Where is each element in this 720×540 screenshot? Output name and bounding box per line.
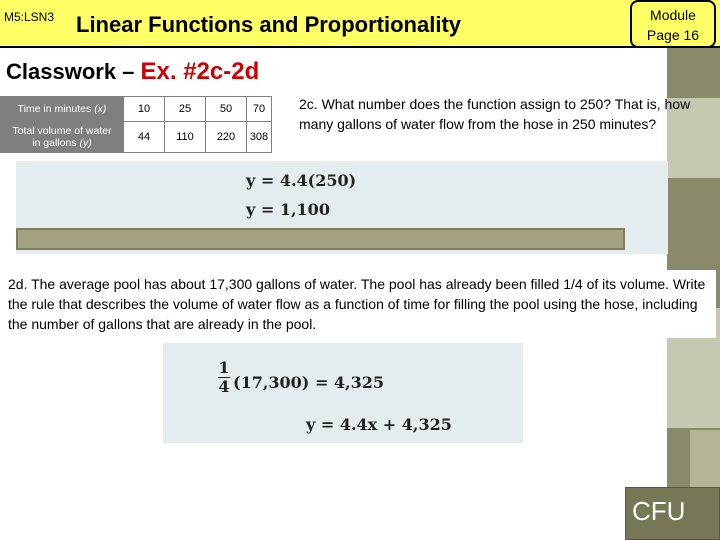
table-cell: 220 (206, 122, 247, 153)
table-cell: 25 (165, 97, 206, 122)
table-cell: 308 (247, 122, 272, 153)
data-table (0, 96, 272, 153)
module-label: Module (650, 7, 696, 23)
answer-highlight-bar (16, 228, 625, 250)
lesson-code: M5:LSN3 (4, 10, 55, 24)
equation: y = 4.4(250) (246, 171, 357, 190)
section-prefix: Classwork – (6, 59, 141, 84)
fraction-numerator: 1 (218, 358, 230, 377)
question-2d: 2d. The average pool has about 17,300 gallons of water. The pool has already been filled 1/4 of its volume. Write the rule that describes the volume of water flow as a function of time for filling the pool using the hose, including the number of gallons that are already in the pool. (4, 270, 716, 338)
answer-panel-2d (163, 343, 523, 443)
table-cell: 70 (247, 97, 272, 122)
fraction (218, 359, 230, 396)
example-label: Ex. #2c-2d (140, 58, 260, 85)
module-page-box (630, 0, 716, 48)
table-row (1, 122, 272, 153)
equation: y = 1,100 (246, 200, 330, 219)
header-bar (0, 0, 720, 48)
cfu-button[interactable]: CFU (625, 487, 720, 540)
table-cell: 110 (165, 122, 206, 153)
table-cell: 10 (124, 97, 165, 122)
decor-stripe (690, 430, 720, 490)
question-2c: 2c. What number does the function assign to 250? That is, how many gallons of water flow from the hose in 250 minutes? (299, 96, 691, 132)
table-cell: 50 (206, 97, 247, 122)
fraction-denominator: 4 (218, 377, 230, 396)
table-row-header: Time in minutes (x) (1, 97, 124, 122)
decor-stripe (667, 48, 720, 98)
equation: y = 4.4x + 4,325 (306, 415, 452, 434)
section-heading (6, 58, 259, 86)
table-row-header: Total volume of water in gallons (y) (1, 122, 124, 153)
table-row (1, 97, 272, 122)
table-cell: 44 (124, 122, 165, 153)
page-title: Linear Functions and Proportionality (76, 12, 462, 37)
page-number: Page 16 (646, 27, 700, 43)
equation: (17,300) = 4,325 (233, 373, 385, 392)
